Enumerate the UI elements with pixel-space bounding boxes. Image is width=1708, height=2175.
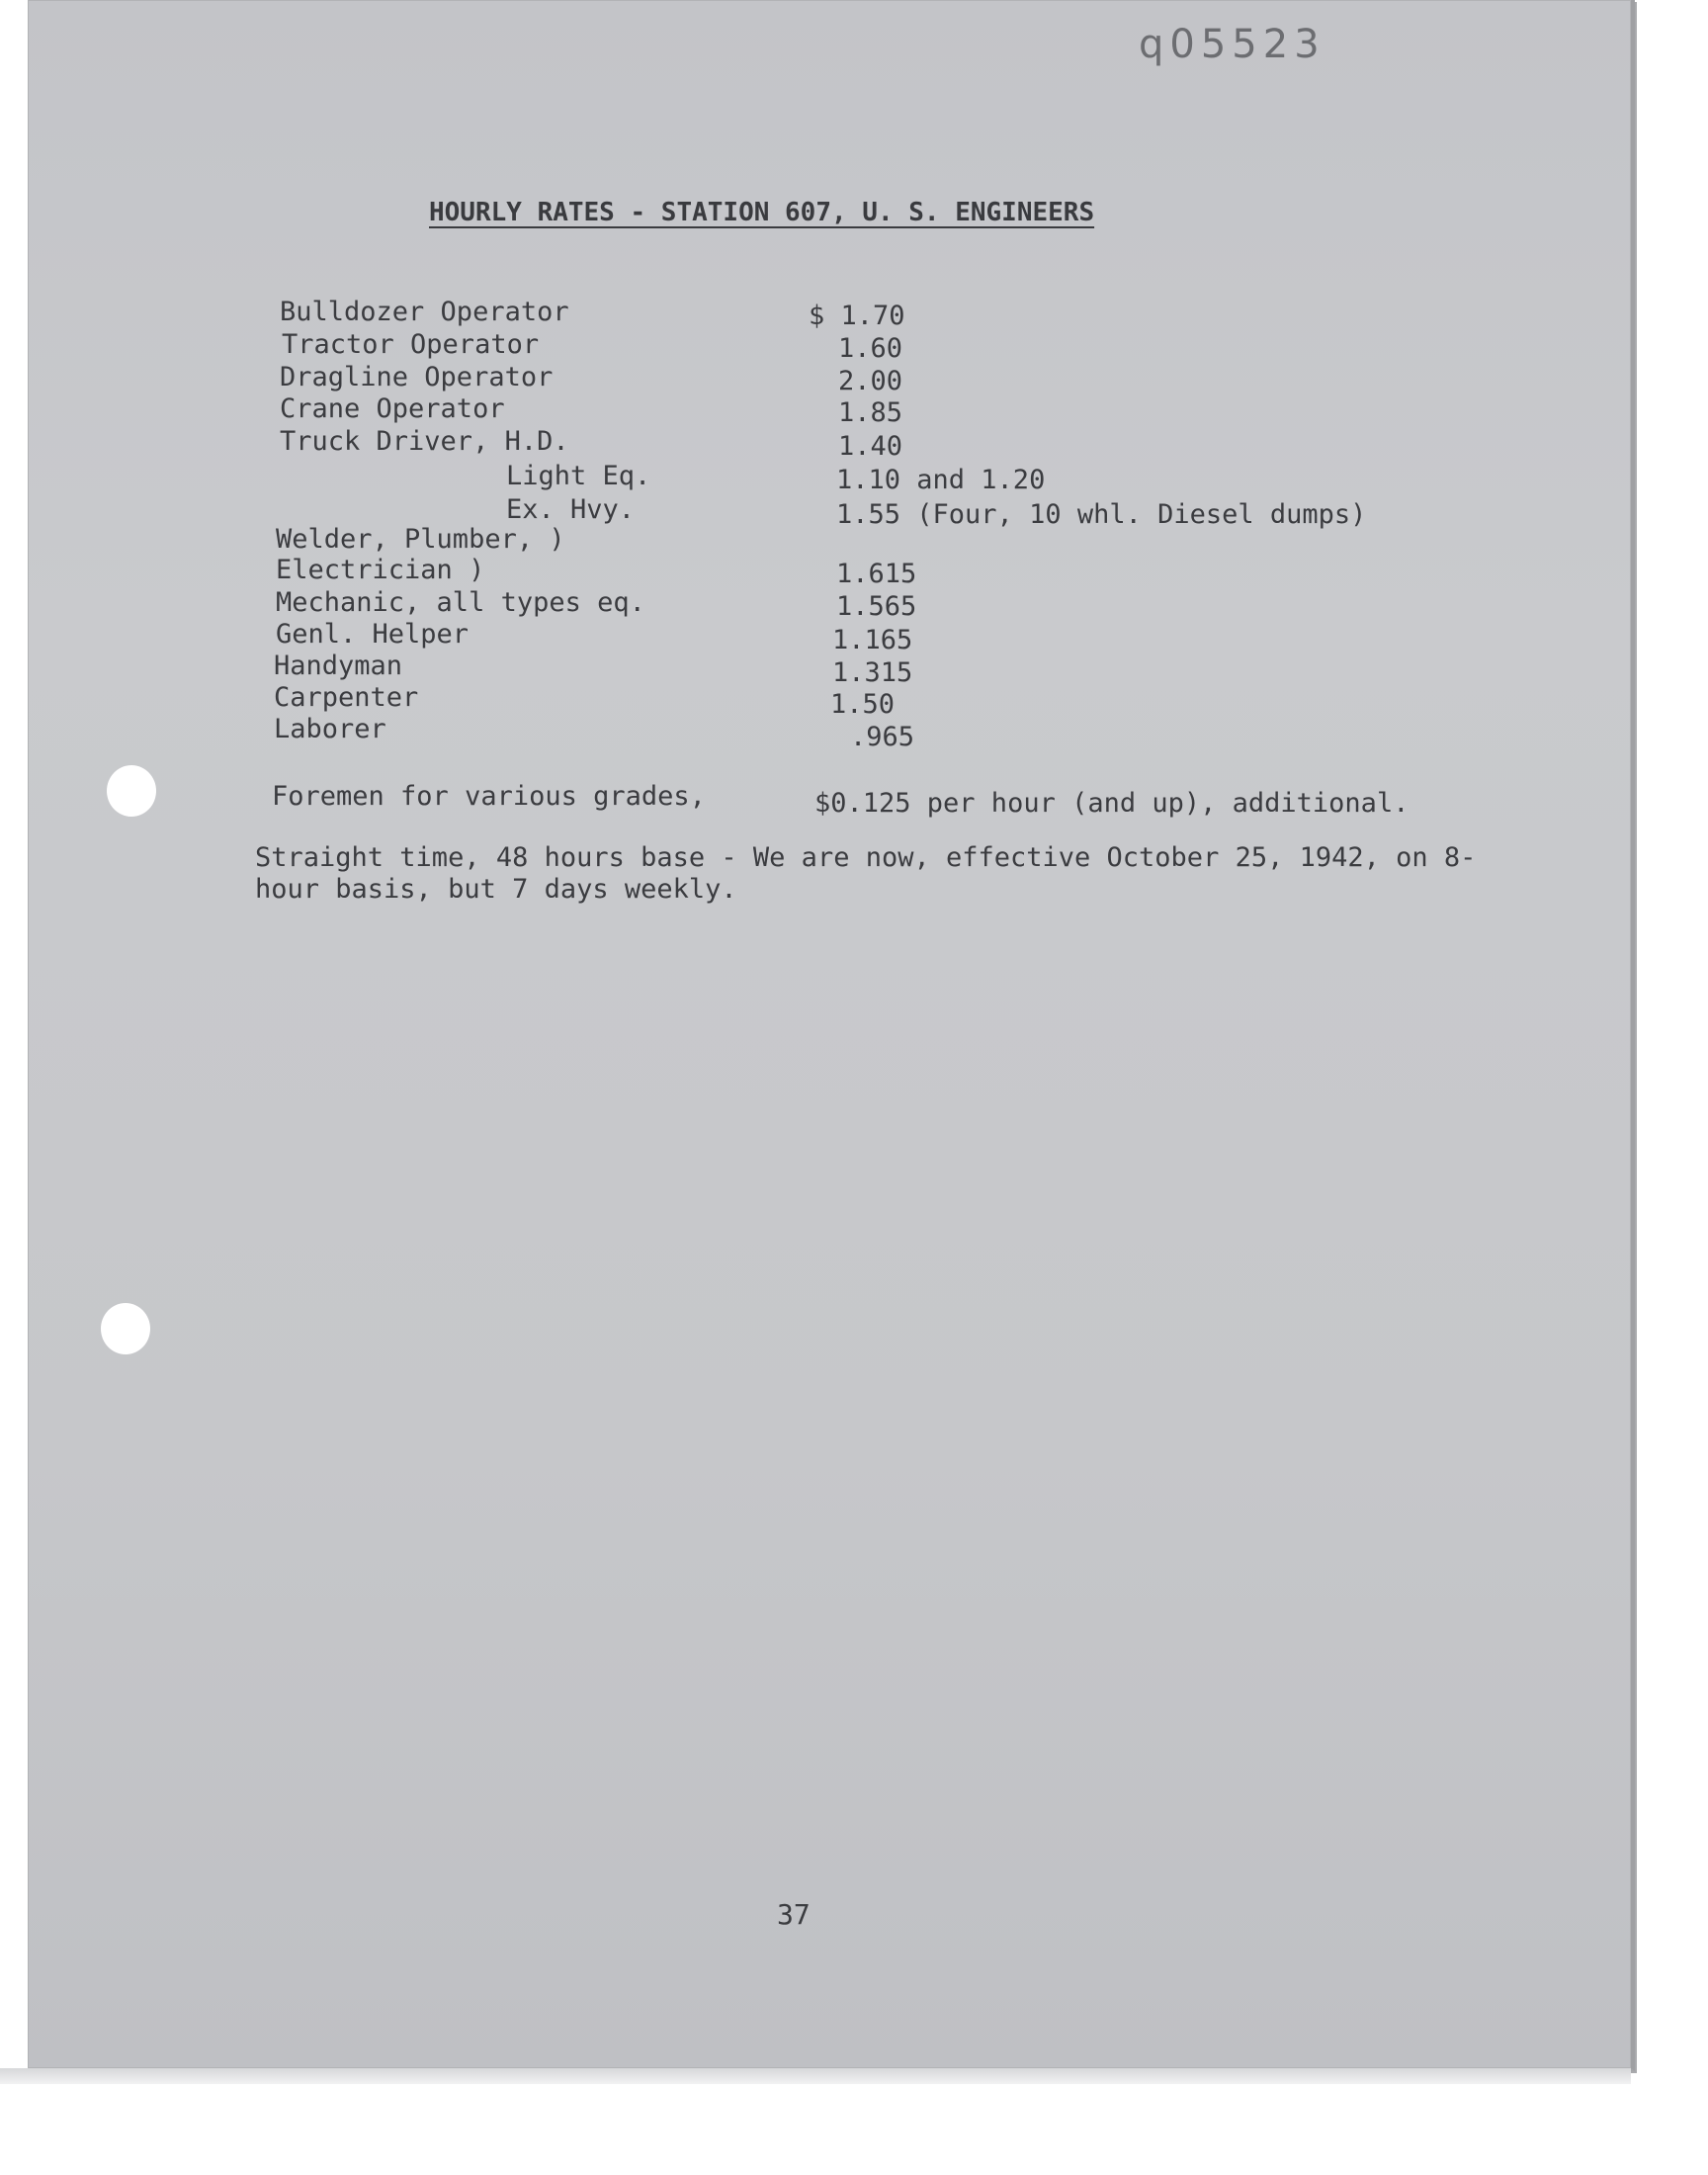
punch-hole-bottom — [101, 1303, 150, 1354]
rate-position: Truck Driver, H.D. — [280, 426, 569, 457]
rate-value: 2.00 — [838, 366, 903, 396]
rate-position: Tractor Operator — [282, 329, 540, 360]
punch-hole-top — [107, 765, 156, 817]
rate-value: 1.165 — [832, 625, 913, 655]
rate-position: Dragline Operator — [280, 362, 554, 392]
rate-position: Mechanic, all types eq. — [276, 587, 645, 618]
rate-position: Light Eq. — [506, 461, 651, 491]
straight-time-note: Straight time, 48 hours base - We are now, effective October 25, 1942, on 8-hour basis, but 7 days weekly. — [255, 842, 1477, 905]
rate-value: 1.85 — [838, 397, 903, 428]
rate-position: Welder, Plumber, ) — [276, 524, 565, 555]
foremen-rate: $0.125 per hour (and up), additional. — [814, 788, 1409, 819]
document-stamp-number: q05523 — [1139, 22, 1325, 67]
rate-value: 1.615 — [836, 559, 917, 589]
rate-position: Laborer — [274, 714, 386, 744]
rate-value: 1.50 — [830, 689, 896, 720]
rate-position: Ex. Hvy. — [506, 494, 636, 525]
foremen-label: Foremen for various grades, — [272, 781, 706, 812]
rate-position: Handyman — [274, 651, 403, 681]
scan-background — [0, 2084, 1708, 2175]
rate-value: .965 — [850, 722, 915, 752]
rate-position: Carpenter — [274, 682, 419, 713]
rate-value: 1.55 (Four, 10 whl. Diesel dumps) — [836, 499, 1367, 530]
rate-position: Crane Operator — [280, 393, 505, 424]
page-number: 37 — [777, 1898, 811, 1931]
rate-value: 1.10 and 1.20 — [836, 465, 1046, 495]
rate-position: Genl. Helper — [276, 619, 470, 650]
rate-value: 1.40 — [838, 431, 903, 462]
scan-edge — [0, 2068, 1631, 2084]
rate-value: 1.315 — [832, 657, 913, 688]
rate-position: Electrician ) — [276, 555, 485, 585]
rate-value: $ 1.70 — [809, 301, 905, 331]
document-title: HOURLY RATES - STATION 607, U. S. ENGINEERS — [429, 198, 1095, 227]
rate-position: Bulldozer Operator — [280, 297, 569, 327]
rate-value: 1.60 — [838, 333, 903, 364]
rate-value: 1.565 — [836, 591, 917, 622]
